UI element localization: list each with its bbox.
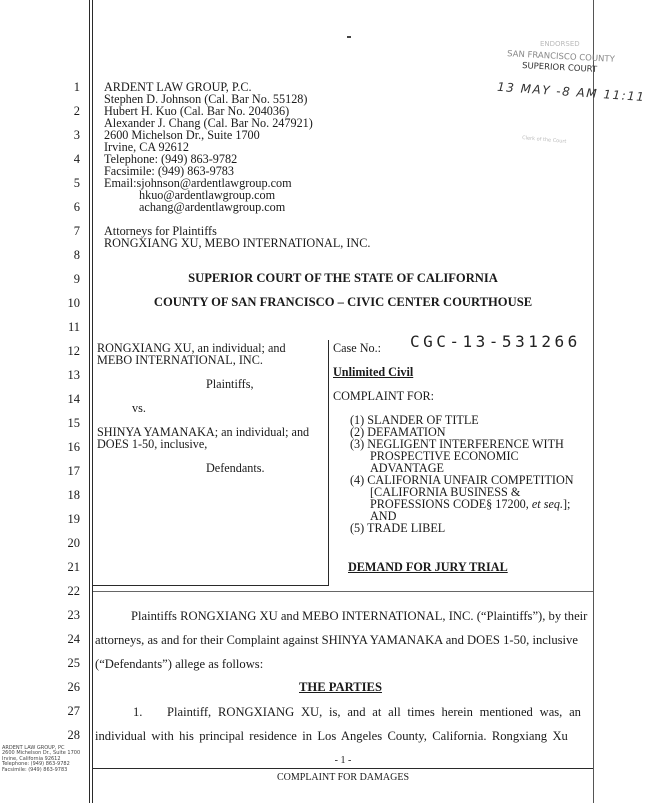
line-number: 26 xyxy=(67,680,80,694)
line-number: 10 xyxy=(67,296,80,310)
caption-divider xyxy=(328,340,329,586)
plaintiff-name: RONGXIANG XU, an individual; and xyxy=(97,341,286,355)
cause-of-action: (1) SLANDER OF TITLE xyxy=(350,413,479,427)
line-number: 25 xyxy=(67,656,80,670)
line-number: 23 xyxy=(67,608,80,622)
line-number: 17 xyxy=(67,464,80,478)
line-number: 11 xyxy=(67,320,80,334)
plaintiffs-label: Plaintiffs, xyxy=(206,377,254,391)
footer-firm-line: Facsimile: (949) 863-9783 xyxy=(2,766,68,773)
section-heading: THE PARTIES xyxy=(299,680,382,694)
stamp-clerk: Clerk of the Court xyxy=(521,135,567,145)
jury-demand: DEMAND FOR JURY TRIAL xyxy=(348,560,508,574)
client-names: RONGXIANG XU, MEBO INTERNATIONAL, INC. xyxy=(104,236,371,250)
footer-firm-line: Irvine, California 92612 xyxy=(2,755,61,762)
stamp-court: SUPERIOR COURT xyxy=(521,61,598,75)
line-number: 20 xyxy=(67,536,80,550)
attorneys-for-label: Attorneys for Plaintiffs xyxy=(104,224,217,238)
footer-rule xyxy=(93,768,593,769)
paragraph-number: 1. xyxy=(133,705,143,719)
cause-of-action: (3) NEGLIGENT INTERFERENCE WITH xyxy=(350,437,564,451)
footer-firm-line: 2600 Michelson Dr., Suite 1700 xyxy=(2,750,81,757)
line-number: 4 xyxy=(73,152,80,166)
line-number: 18 xyxy=(67,488,80,502)
paragraph-line: Plaintiff, RONGXIANG XU, is, and at all times herein mentioned was, an xyxy=(167,705,581,719)
line-number: 27 xyxy=(67,704,80,718)
scan-mark xyxy=(347,36,351,38)
cause-of-action-cont: ADVANTAGE xyxy=(370,461,444,475)
defendant-name: DOES 1-50, inclusive, xyxy=(97,437,208,451)
line-number: 6 xyxy=(73,200,80,214)
stamp-date-time: 13 MAY -8 AM 11:11 xyxy=(496,79,646,105)
plaintiff-name: MEBO INTERNATIONAL, INC. xyxy=(97,353,263,367)
cause-of-action-cont xyxy=(370,498,570,510)
line-number: 9 xyxy=(73,272,80,286)
line-number: 8 xyxy=(73,248,80,262)
cause-of-action-cont: PROSPECTIVE ECONOMIC xyxy=(370,449,519,463)
court-location: COUNTY OF SAN FRANCISCO – CIVIC CENTER COURTHOUSE xyxy=(153,295,533,309)
line-number: 24 xyxy=(67,632,80,646)
telephone: Telephone: (949) 863-9782 xyxy=(104,152,238,166)
line-number: 14 xyxy=(67,392,80,406)
stamp-county: SAN FRANCISCO COUNTY xyxy=(506,49,616,65)
line-number: 28 xyxy=(67,728,80,742)
defendants-label: Defendants. xyxy=(206,461,265,475)
firm-name: ARDENT LAW GROUP, P.C. xyxy=(104,80,252,94)
defendant-name: SHINYA YAMANAKA; an individual; and xyxy=(97,425,310,439)
address-line: 2600 Michelson Dr., Suite 1700 xyxy=(104,128,260,142)
cause-of-action: (2) DEFAMATION xyxy=(350,425,446,439)
versus: vs. xyxy=(132,401,146,415)
attorney: Alexander J. Chang (Cal. Bar No. 247921) xyxy=(104,116,313,130)
case-number: CGC-13-531266 xyxy=(410,332,581,351)
footer-firm-line: ARDENT LAW GROUP, PC xyxy=(2,745,65,751)
caption-bottom-rule xyxy=(93,585,329,586)
intro-paragraph-line: (“Defendants”) allege as follows: xyxy=(95,657,264,671)
cause-of-action-cont: AND xyxy=(370,509,397,523)
footer-firm-block xyxy=(2,746,86,773)
line-number: 12 xyxy=(67,344,80,358)
line-number: 13 xyxy=(67,368,80,382)
page-number: - 1 - xyxy=(334,755,352,766)
footer-title: COMPLAINT FOR DAMAGES xyxy=(276,772,410,783)
court-title: SUPERIOR COURT OF THE STATE OF CALIFORNIA xyxy=(188,271,498,285)
line-number: 7 xyxy=(73,224,80,238)
line-number: 19 xyxy=(67,512,80,526)
statute-text: PROFESSIONS CODE§ 17200, xyxy=(370,497,532,511)
cause-of-action: (4) CALIFORNIA UNFAIR COMPETITION xyxy=(350,473,574,487)
line-number: 5 xyxy=(73,176,80,190)
line-number: 22 xyxy=(67,584,80,598)
complaint-for-label: COMPLAINT FOR: xyxy=(333,389,435,403)
left-margin-rule-outer xyxy=(89,0,90,803)
line-number: 3 xyxy=(73,128,80,142)
paragraph-line: individual with his principal residence in Los Angeles County, California. Rongxiang Xu xyxy=(95,729,568,743)
email: hkuo@ardentlawgroup.com xyxy=(139,188,276,202)
facsimile: Facsimile: (949) 863-9783 xyxy=(104,164,234,178)
left-margin-rule-inner xyxy=(92,0,93,803)
case-type: Unlimited Civil xyxy=(333,365,414,379)
intro-paragraph-line: Plaintiffs RONGXIANG XU and MEBO INTERNATIONAL, INC. (“Plaintiffs”), by their xyxy=(131,609,588,623)
line-number: 2 xyxy=(73,104,80,118)
attorney: Hubert H. Kuo (Cal. Bar No. 204036) xyxy=(104,104,290,118)
line-number: 21 xyxy=(67,560,80,574)
address-line: Irvine, CA 92612 xyxy=(104,140,189,154)
cause-of-action: (5) TRADE LIBEL xyxy=(350,521,446,535)
cause-of-action-cont: [CALIFORNIA BUSINESS & xyxy=(370,485,521,499)
line-number: 1 xyxy=(73,80,80,94)
email: Email:sjohnson@ardentlawgroup.com xyxy=(104,176,292,190)
caption-full-rule xyxy=(93,591,593,592)
statute-close: ]; xyxy=(563,497,571,511)
line-number: 15 xyxy=(67,416,80,430)
line-number: 16 xyxy=(67,440,80,454)
stamp-endorsed: ENDORSED xyxy=(540,40,580,48)
case-number-label: Case No.: xyxy=(333,341,382,355)
statute-et-seq: et seq. xyxy=(531,497,563,511)
email: achang@ardentlawgroup.com xyxy=(139,200,286,214)
footer-firm-line: Telephone: (949) 863-9782 xyxy=(2,761,70,768)
intro-paragraph-line: attorneys, as and for their Complaint against SHINYA YAMANAKA and DOES 1-50, inclusive xyxy=(95,633,578,647)
right-margin-rule xyxy=(593,0,594,803)
attorney: Stephen D. Johnson (Cal. Bar No. 55128) xyxy=(104,92,308,106)
